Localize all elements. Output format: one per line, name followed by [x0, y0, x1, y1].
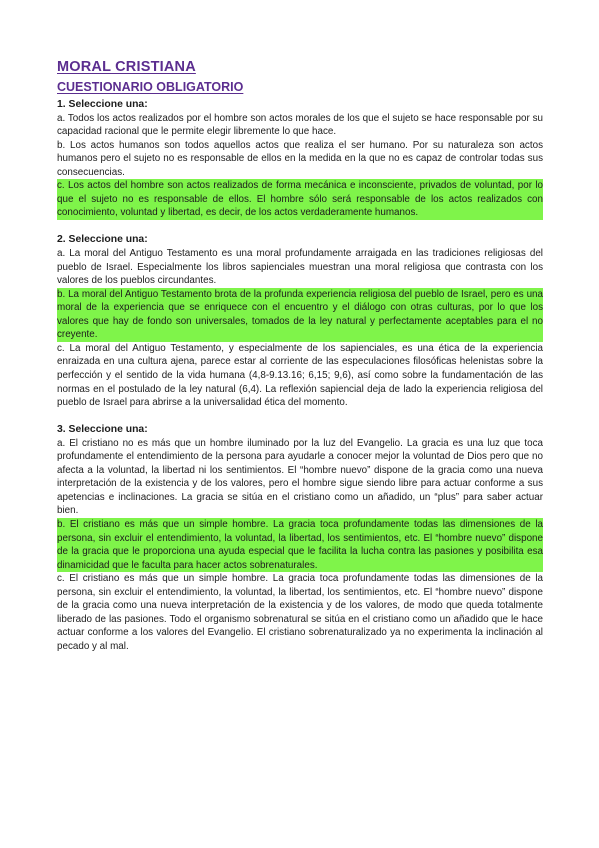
- question-2: [57, 233, 543, 409]
- option-a: a. Todos los actos realizados por el hombre son actos morales de los que el sujeto se hace responsable por su capacidad racional que le permite elegir libremente lo que hace.: [57, 112, 543, 138]
- spacer: [57, 410, 543, 424]
- option-c: c. La moral del Antiguo Testamento, y especialmente de los sapienciales, es una ética de la experiencia enraizada en una cultura ajena, parece estar al corriente de las especulaciones filosóficas helenistas sobre la perfección y el sentido de la vida humana (4,8-9.13.16; 6,15; 9,6), así como sobre la fundamentación de las normas en el postulado de la ley natural (6,4). La reflexión sapiencial deja de lado la experiencia religiosa del pueblo de Israel para abrirse a la universalidad ética del momento.: [57, 342, 543, 409]
- question-heading: 1. Seleccione una:: [57, 99, 148, 110]
- question-1: [57, 98, 543, 220]
- option-a: a. La moral del Antiguo Testamento es una moral profundamente arraigada en las tradiciones religiosas del pueblo de Israel. Especialmente los libros sapienciales muestran una moral religiosa que contrasta con los valores de los pueblos circundantes.: [57, 248, 543, 287]
- document-title: MORAL CRISTIANA: [57, 59, 196, 75]
- option-b-highlighted: b. La moral del Antiguo Testamento brota de la profunda experiencia religiosa del pueblo de Israel, pero es una moral de la experiencia que se enriquece con el encuentro y el diálogo con otras culturas, por lo que los valores que hay de fondo son universales, tomados de la ley natural y perfectamente aceptables para el no creyente.: [57, 288, 543, 341]
- spacer: [57, 220, 543, 234]
- question-heading: 2. Seleccione una:: [57, 234, 148, 246]
- option-b: b. Los actos humanos son todos aquellos actos que realiza el ser humano. Por su naturaleza son actos humanos pero el sujeto no es responsable de ellos en la medida en la que no es capaz de controlar todas sus consecuencias.: [57, 139, 543, 178]
- option-a: a. El cristiano no es más que un hombre iluminado por la luz del Evangelio. La gracia es una luz que toca profundamente el entendimiento de la persona para ayudarle a conocer mejor la voluntad de Dios pero que no afecta a la voluntad, la libertad ni los sentimientos. El “hombre nuevo” dispone de la gracia como una nueva interpretación de la existencia y de los valores, pero el hombre sigue siendo libre para actuar conforme a sus apetencias e inclinaciones. La gracia se sitúa en el cristiano como un añadido, un “plus” para saber actuar bien.: [57, 437, 543, 517]
- document-subtitle: CUESTIONARIO OBLIGATORIO: [57, 80, 244, 94]
- option-b-highlighted: b. El cristiano es más que un simple hombre. La gracia toca profundamente todas las dimensiones de la persona, sin excluir el entendimiento, la voluntad, la libertad, los sentimientos, etc. El “hombre nuevo” dispone de la gracia que le proporciona una ayuda especial que le facilita la lucha contra las pasiones y posibilita esa dinamicidad que le faculta para hacer actos sobrenaturales.: [57, 519, 543, 571]
- question-3: [57, 423, 543, 653]
- option-c: c. El cristiano es más que un simple hombre. La gracia toca profundamente todas las dimensiones de la persona, sin excluir el entendimiento, la voluntad, la libertad, los sentimientos, etc. El “hombre nuevo” dispone de la gracia como una nueva interpretación de la existencia y de los valores, de modo que queda totalmente liberado de las pasiones. Todo el organismo sobrenatural se sitúa en el cristiano como un añadido que le hace actuar conforme a los valores del Evangelio. El cristiano sobrenaturalizado ya no experimenta la inclinación al pecado y al mal.: [57, 573, 543, 652]
- option-c-highlighted: c. Los actos del hombre son actos realizados de forma mecánica e inconsciente, privados de voluntad, por lo que el sujeto no es responsable de ellos. El hombre sólo será responsable de los actos realizados con conocimiento, voluntad y libertad, es decir, de los actos verdaderamente humanos.: [57, 180, 543, 219]
- question-heading: 3. Seleccione una:: [57, 424, 148, 436]
